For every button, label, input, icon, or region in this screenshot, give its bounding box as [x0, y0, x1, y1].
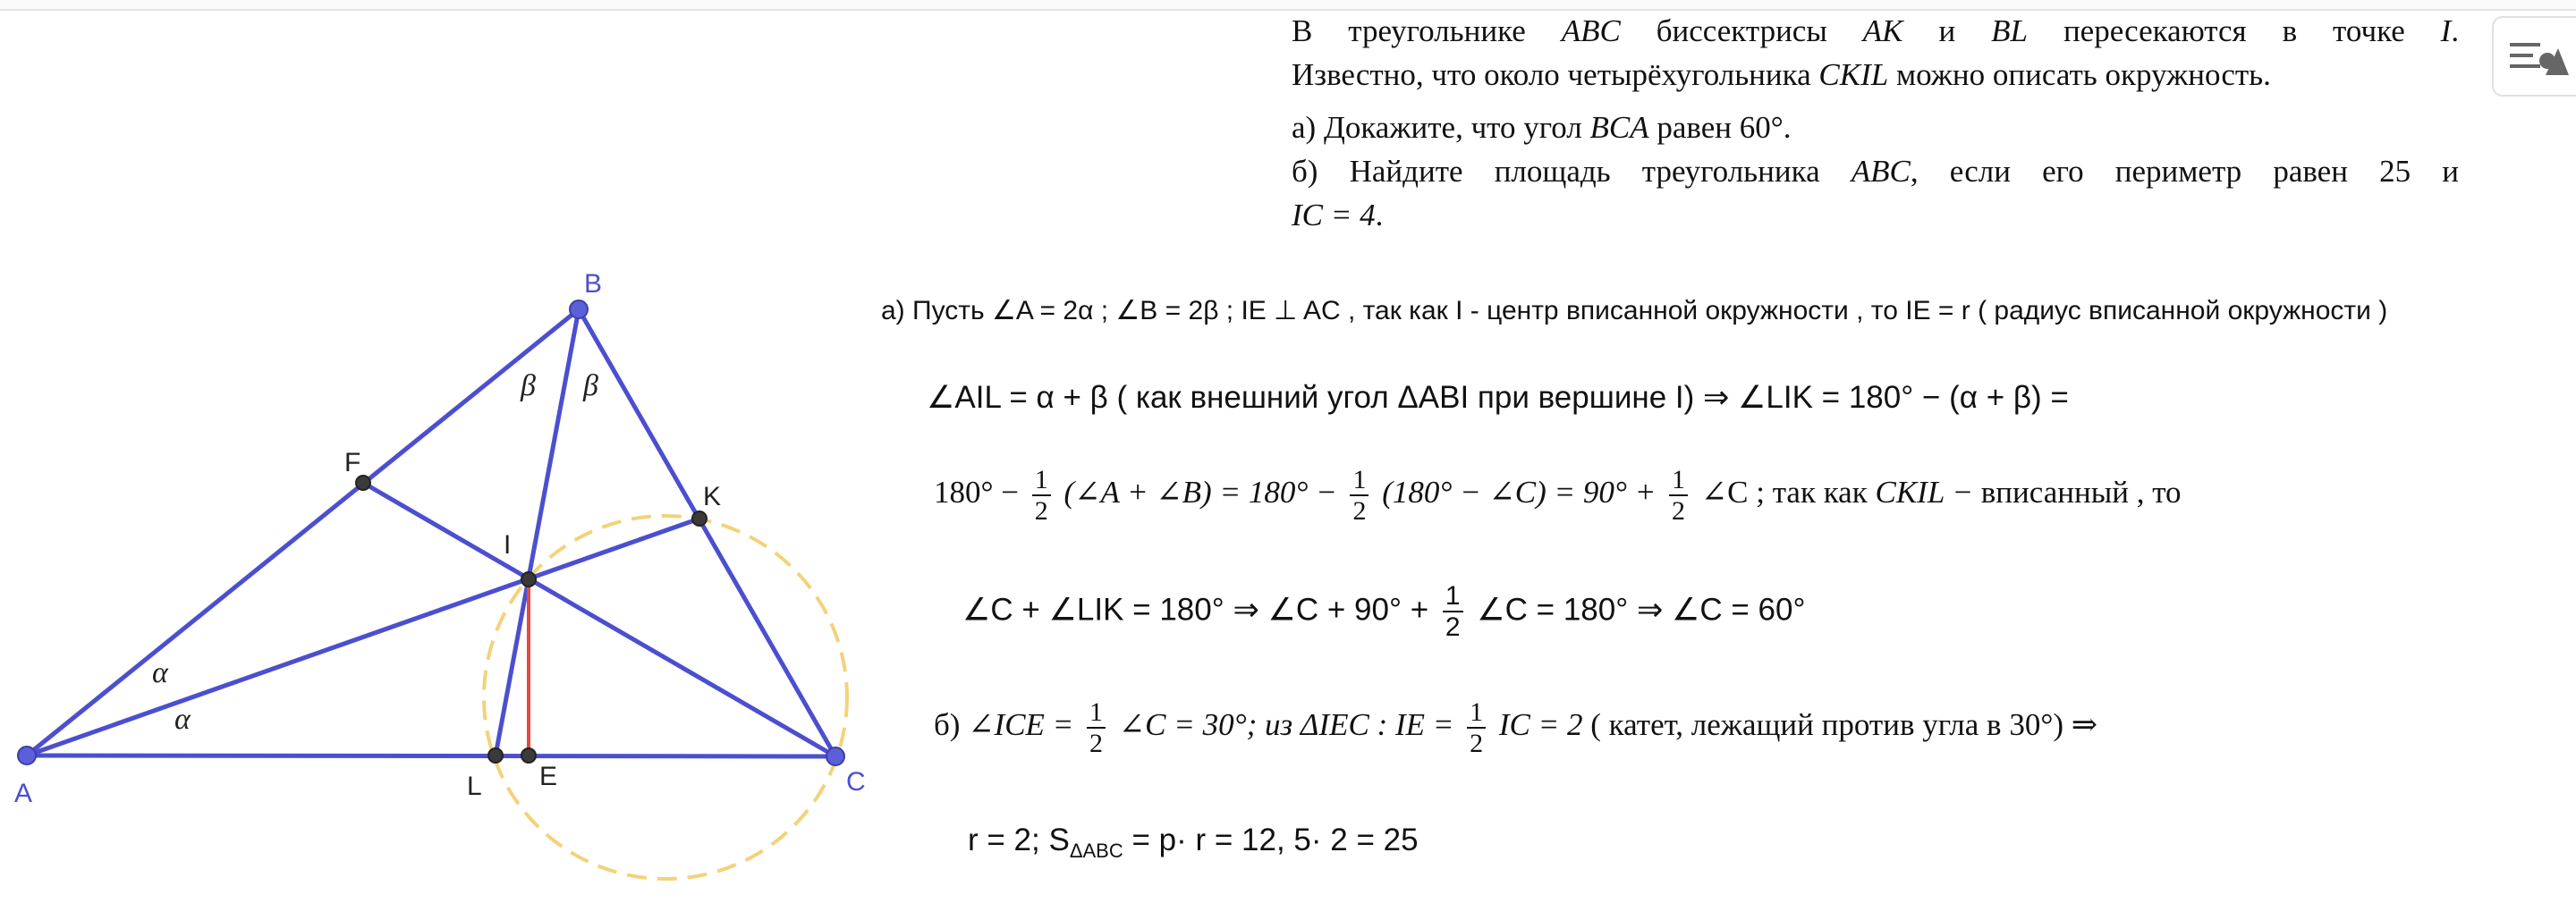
- fraction-denominator: 2: [1445, 612, 1461, 642]
- solution-text: ∠C ; так как: [1700, 475, 1868, 511]
- fraction-numerator: 1: [1032, 465, 1051, 496]
- solution-line-5: [934, 697, 2097, 758]
- fraction-numerator: 1: [1087, 697, 1106, 729]
- problem-text: .: [2451, 13, 2460, 48]
- label-A: A: [14, 779, 33, 808]
- problem-text: , если его периметр равен 25 и: [1910, 154, 2459, 189]
- fraction-denominator: 2: [1470, 729, 1484, 758]
- label-K: K: [703, 482, 722, 511]
- solution-text: r = 2; S: [968, 823, 1070, 857]
- problem-text: а) Докажите, что угол: [1292, 110, 1582, 145]
- point-B[interactable]: [570, 300, 588, 318]
- problem-math: CKIL: [1818, 57, 1889, 92]
- question-b-cont: [1292, 193, 2459, 237]
- point-C[interactable]: [826, 747, 844, 765]
- solution-text: а) Пусть ∠A = 2α ; ∠B = 2β ; IE ⊥ AC , так как I - центр вписанной окружности , то IE = r ( радиус вписанной окружности ): [881, 296, 2388, 325]
- solution-line-6: [968, 823, 1419, 863]
- fraction-half: [1669, 465, 1688, 526]
- bisector-AK: [27, 519, 699, 755]
- problem-line-2: [1292, 53, 2459, 97]
- solution-text: вписанный , то: [1980, 475, 2182, 511]
- fraction-numerator: 1: [1467, 697, 1486, 729]
- point-I[interactable]: [521, 572, 536, 587]
- label-alpha-1: α: [152, 656, 168, 689]
- fraction-half: [1087, 697, 1106, 758]
- label-C: C: [846, 767, 866, 797]
- problem-text: б) Найдите площадь треугольника: [1292, 154, 1820, 189]
- problem-math: IC = 4: [1292, 198, 1376, 232]
- point-E[interactable]: [521, 748, 536, 763]
- problem-math: BL: [1991, 13, 2028, 48]
- problem-text: В треугольнике: [1292, 13, 1526, 48]
- problem-text: биссектрисы: [1656, 13, 1827, 48]
- side-AC: [27, 755, 835, 756]
- solution-text: б): [934, 707, 961, 743]
- problem-text: пересекаются в точке: [2063, 13, 2405, 48]
- label-L: L: [467, 772, 482, 801]
- point-F[interactable]: [356, 476, 370, 490]
- problem-text: .: [1375, 198, 1384, 232]
- label-B: B: [584, 269, 603, 299]
- label-beta-1: β: [521, 369, 536, 402]
- solution-text: ∠AIL = α + β ( как внешний угол ΔABI при вершине I) ⇒ ∠LIK = 180° − (α + β) =: [927, 380, 2069, 415]
- solution-line-4: [962, 581, 1805, 642]
- fraction-numerator: 1: [1350, 465, 1368, 496]
- side-AB: [27, 309, 579, 755]
- label-F: F: [344, 448, 361, 477]
- problem-math: AK: [1862, 13, 1903, 48]
- label-E: E: [539, 762, 558, 791]
- solution-text: ( катет, лежащий против угла в 30°) ⇒: [1590, 707, 2098, 743]
- solution-text: CKIL −: [1875, 475, 1974, 511]
- solution-text: ∠C = 30°; из: [1118, 707, 1293, 743]
- solution-text: (∠A + ∠B) = 180° −: [1063, 475, 1337, 511]
- fraction-denominator: 2: [1672, 496, 1686, 526]
- side-BC: [579, 309, 835, 756]
- problem-math: ABC: [1851, 154, 1911, 189]
- solution-line-2: [927, 380, 2069, 416]
- fraction-denominator: 2: [1089, 729, 1104, 758]
- problem-text: равен 60°.: [1657, 110, 1792, 145]
- solution-line-3: [934, 465, 2182, 526]
- solution-text: ∠C = 180° ⇒ ∠C = 60°: [1477, 592, 1806, 628]
- question-a: [1292, 106, 2459, 149]
- solution-text: ΔIEC : IE =: [1300, 707, 1454, 743]
- solution-line-1: [881, 295, 2387, 326]
- problem-text: Известно, что около четырёхугольника: [1292, 57, 1811, 92]
- label-I: I: [504, 530, 512, 560]
- point-L[interactable]: [488, 748, 503, 763]
- solution-subscript: ΔABC: [1069, 840, 1123, 862]
- point-A[interactable]: [18, 747, 36, 764]
- fraction-numerator: 1: [1669, 465, 1688, 496]
- menu-icon: [2494, 18, 2576, 95]
- solution-text: 180° −: [934, 475, 1019, 511]
- point-K[interactable]: [692, 511, 707, 526]
- fraction-half: [1350, 465, 1368, 526]
- fraction-numerator: 1: [1443, 581, 1463, 612]
- solution-text: ∠C + ∠LIK = 180° ⇒ ∠C + 90° +: [962, 592, 1429, 628]
- solution-text: (180° − ∠C) = 90° +: [1382, 475, 1657, 511]
- problem-text: и: [1938, 13, 1956, 48]
- problem-text: можно описать окружность.: [1895, 57, 2271, 92]
- segment-FC: [363, 483, 835, 756]
- solution-text: ∠ICE =: [968, 707, 1074, 743]
- problem-line-1: [1292, 9, 2459, 53]
- problem-statement: [1292, 9, 2459, 237]
- fraction-half: [1443, 581, 1463, 642]
- circumcircle: [484, 516, 847, 879]
- problem-math: I: [2440, 13, 2452, 48]
- problem-math: ABC: [1561, 13, 1621, 48]
- solution-text: IC = 2: [1498, 707, 1583, 743]
- label-beta-2: β: [583, 369, 598, 402]
- fraction-denominator: 2: [1034, 496, 1048, 526]
- fraction-denominator: 2: [1352, 496, 1367, 526]
- question-b: [1292, 149, 2459, 193]
- fraction-half: [1032, 465, 1051, 526]
- menu-button[interactable]: [2492, 16, 2576, 97]
- problem-math: BCA: [1589, 110, 1649, 145]
- label-alpha-2: α: [174, 703, 191, 736]
- fraction-half: [1467, 697, 1486, 758]
- solution-text: = p· r = 12, 5· 2 = 25: [1123, 823, 1419, 857]
- geometry-diagram: [0, 0, 894, 920]
